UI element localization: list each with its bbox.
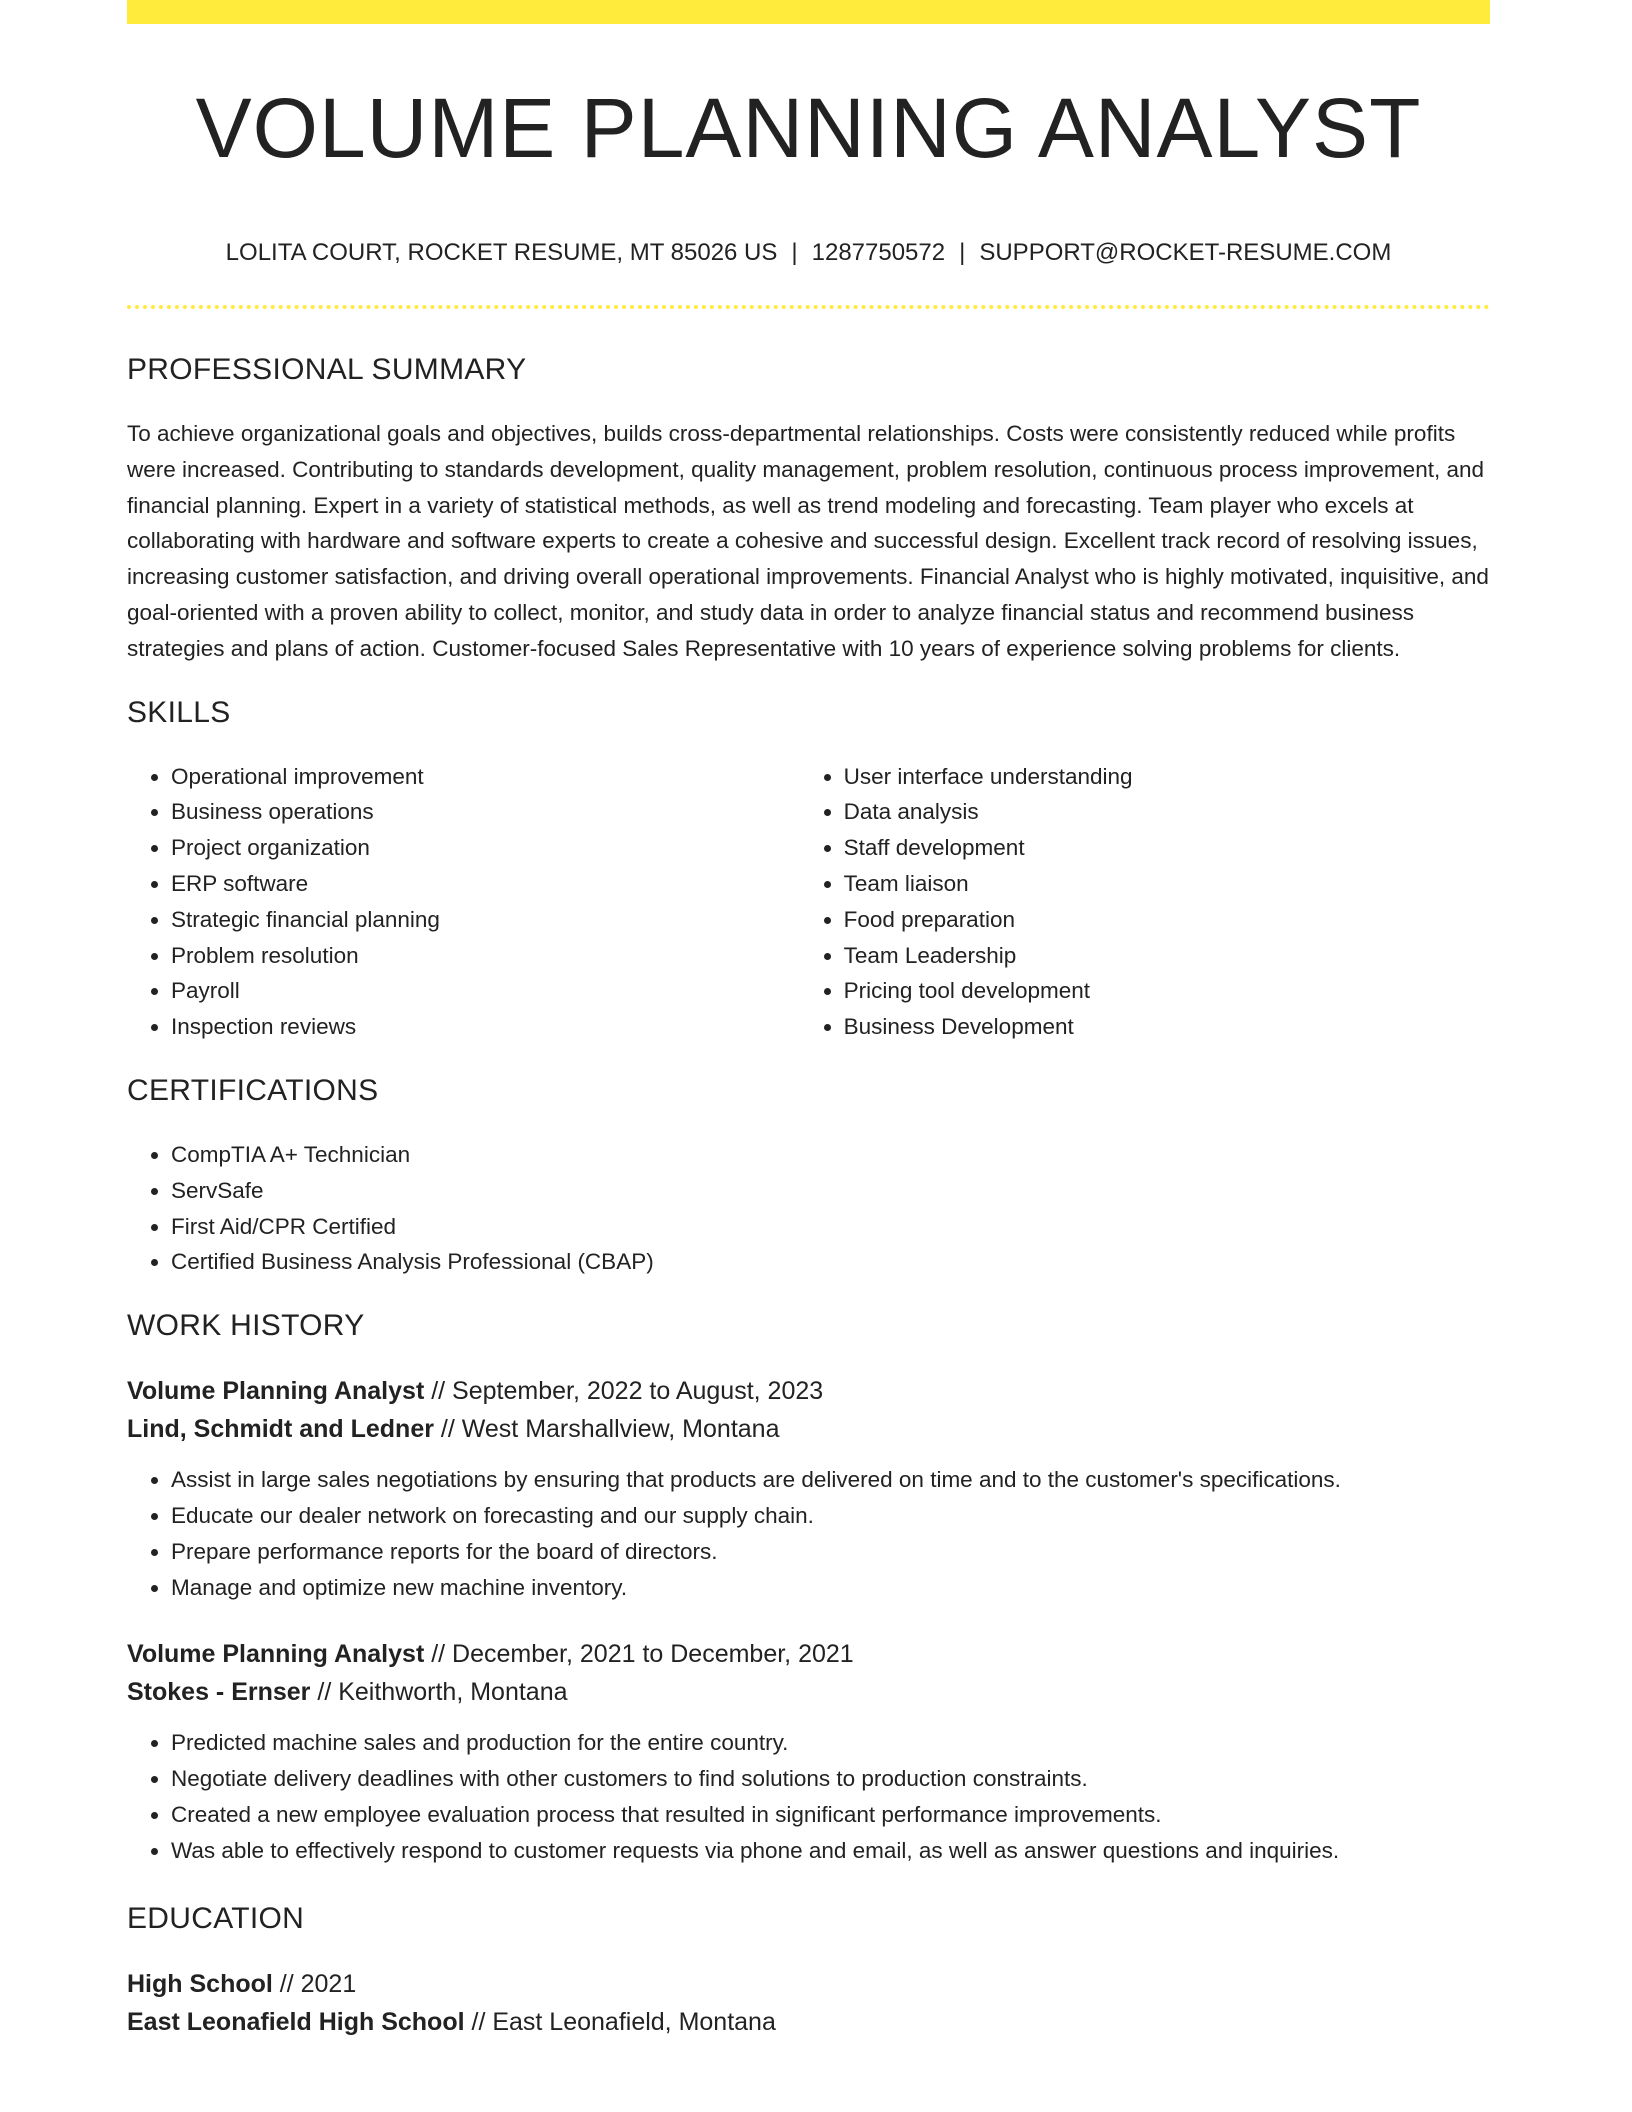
job-bullets <box>127 1462 1490 1605</box>
certification-item: • CompTIA A+ Technician <box>171 1137 1490 1173</box>
education-year: // 2021 <box>272 1969 357 1998</box>
contact-separator: | <box>791 239 798 266</box>
job-title-line <box>127 1635 1490 1673</box>
job-bullet: • Was able to effectively respond to customer requests via phone and email, as well as answer questions and inquiries. <box>171 1833 1490 1869</box>
job-bullet: • Negotiate delivery deadlines with other customers to find solutions to production constraints. <box>171 1761 1490 1797</box>
job-bullets <box>127 1725 1490 1868</box>
contact-separator: | <box>959 239 966 266</box>
contact-address: LOLITA COURT, ROCKET RESUME, MT 85026 US <box>225 239 778 266</box>
skill-item: • Strategic financial planning <box>171 902 800 938</box>
education-section <box>127 1899 1490 2041</box>
skill-item: • User interface understanding <box>844 759 1490 795</box>
job-company: Lind, Schmidt and Ledner <box>127 1415 434 1444</box>
job-company-line <box>127 1410 1490 1448</box>
skill-item: • Payroll <box>171 973 800 1009</box>
contact-phone: 1287750572 <box>811 239 946 266</box>
skill-item: • Inspection reviews <box>171 1009 800 1045</box>
education-school-line <box>127 2003 1490 2041</box>
skill-item: • Team liaison <box>844 866 1490 902</box>
education-degree: High School <box>127 1969 273 1998</box>
job-title-line <box>127 1372 1490 1410</box>
certifications-list <box>127 1137 1490 1280</box>
job-company: Stokes - Ernser <box>127 1678 311 1707</box>
job-bullet: • Educate our dealer network on forecasting and our supply chain. <box>171 1498 1490 1534</box>
education-heading: EDUCATION <box>127 1901 305 1935</box>
skill-item: • Business operations <box>171 794 800 830</box>
skill-item: • Problem resolution <box>171 938 800 974</box>
resume-title: VOLUME PLANNING ANALYST <box>195 81 1422 175</box>
skill-item: • Team Leadership <box>844 938 1490 974</box>
education-degree-line <box>127 1965 1490 2003</box>
summary-heading: PROFESSIONAL SUMMARY <box>127 353 527 386</box>
job-dates: // December, 2021 to December, 2021 <box>424 1640 854 1669</box>
skills-columns <box>127 759 1490 1045</box>
job-bullet: • Created a new employee evaluation process that resulted in significant performance improvements. <box>171 1797 1490 1833</box>
work-history-heading: WORK HISTORY <box>127 1309 365 1343</box>
education-location: // East Leonafield, Montana <box>464 2007 776 2036</box>
skill-item: • Business Development <box>844 1009 1490 1045</box>
skill-item: • Project organization <box>171 830 800 866</box>
skill-item: • Pricing tool development <box>844 973 1490 1009</box>
skills-list-left <box>127 759 800 1045</box>
skill-item: • Staff development <box>844 830 1490 866</box>
job-bullet: • Prepare performance reports for the board of directors. <box>171 1534 1490 1570</box>
job-company-line <box>127 1673 1490 1711</box>
job-entry <box>127 1635 1490 1868</box>
skill-item: • Operational improvement <box>171 759 800 795</box>
work-history-section <box>127 1306 1490 1868</box>
accent-bar <box>127 0 1490 24</box>
resume-content <box>127 350 1490 2041</box>
job-bullet: • Assist in large sales negotiations by ensuring that products are delivered on time and to the customer's specifications. <box>171 1462 1490 1498</box>
skills-list-right <box>800 759 1490 1045</box>
summary-section <box>127 350 1490 667</box>
contact-line <box>127 237 1490 269</box>
job-bullet: • Predicted machine sales and production for the entire country. <box>171 1725 1490 1761</box>
certifications-section <box>127 1071 1490 1280</box>
dotted-divider <box>127 305 1490 309</box>
skills-heading: SKILLS <box>127 695 231 729</box>
skill-item: • Data analysis <box>844 794 1490 830</box>
skills-section <box>127 693 1490 1045</box>
job-location: // West Marshallview, Montana <box>433 1415 780 1444</box>
job-bullet: • Manage and optimize new machine inventory. <box>171 1570 1490 1606</box>
contact-email: SUPPORT@ROCKET-RESUME.COM <box>979 239 1392 266</box>
job-title: Volume Planning Analyst <box>127 1377 425 1406</box>
summary-text: To achieve organizational goals and objectives, builds cross-departmental relationships. Costs were consistently reduced while profits were increased. Contributing to standards development, quality management, problem resolution, continuous process improvement, and financial planning. Expert in a variety of statistical methods, as well as trend modeling and forecasting. Team player who excels at collaborating with hardware and software experts to create a cohesive and successful design. Excellent track record of resolving issues, increasing customer satisfaction, and driving overall operational improvements. Financial Analyst who is highly motivated, inquisitive, and goal-oriented with a proven ability to collect, monitor, and study data in order to analyze financial status and recommend business strategies and plans of action. Customer-focused Sales Representative with 10 years of experience solving problems for clients. <box>127 421 1489 661</box>
skill-item: • ERP software <box>171 866 800 902</box>
job-entry <box>127 1372 1490 1605</box>
certification-item: • First Aid/CPR Certified <box>171 1209 1490 1245</box>
certifications-heading: CERTIFICATIONS <box>127 1073 379 1107</box>
skill-item: • Food preparation <box>844 902 1490 938</box>
job-location: // Keithworth, Montana <box>310 1678 568 1707</box>
certification-item: • ServSafe <box>171 1173 1490 1209</box>
certification-item: • Certified Business Analysis Professional (CBAP) <box>171 1244 1490 1280</box>
education-school: East Leonafield High School <box>127 2007 465 2036</box>
job-title: Volume Planning Analyst <box>127 1640 425 1669</box>
job-dates: // September, 2022 to August, 2023 <box>424 1377 824 1406</box>
